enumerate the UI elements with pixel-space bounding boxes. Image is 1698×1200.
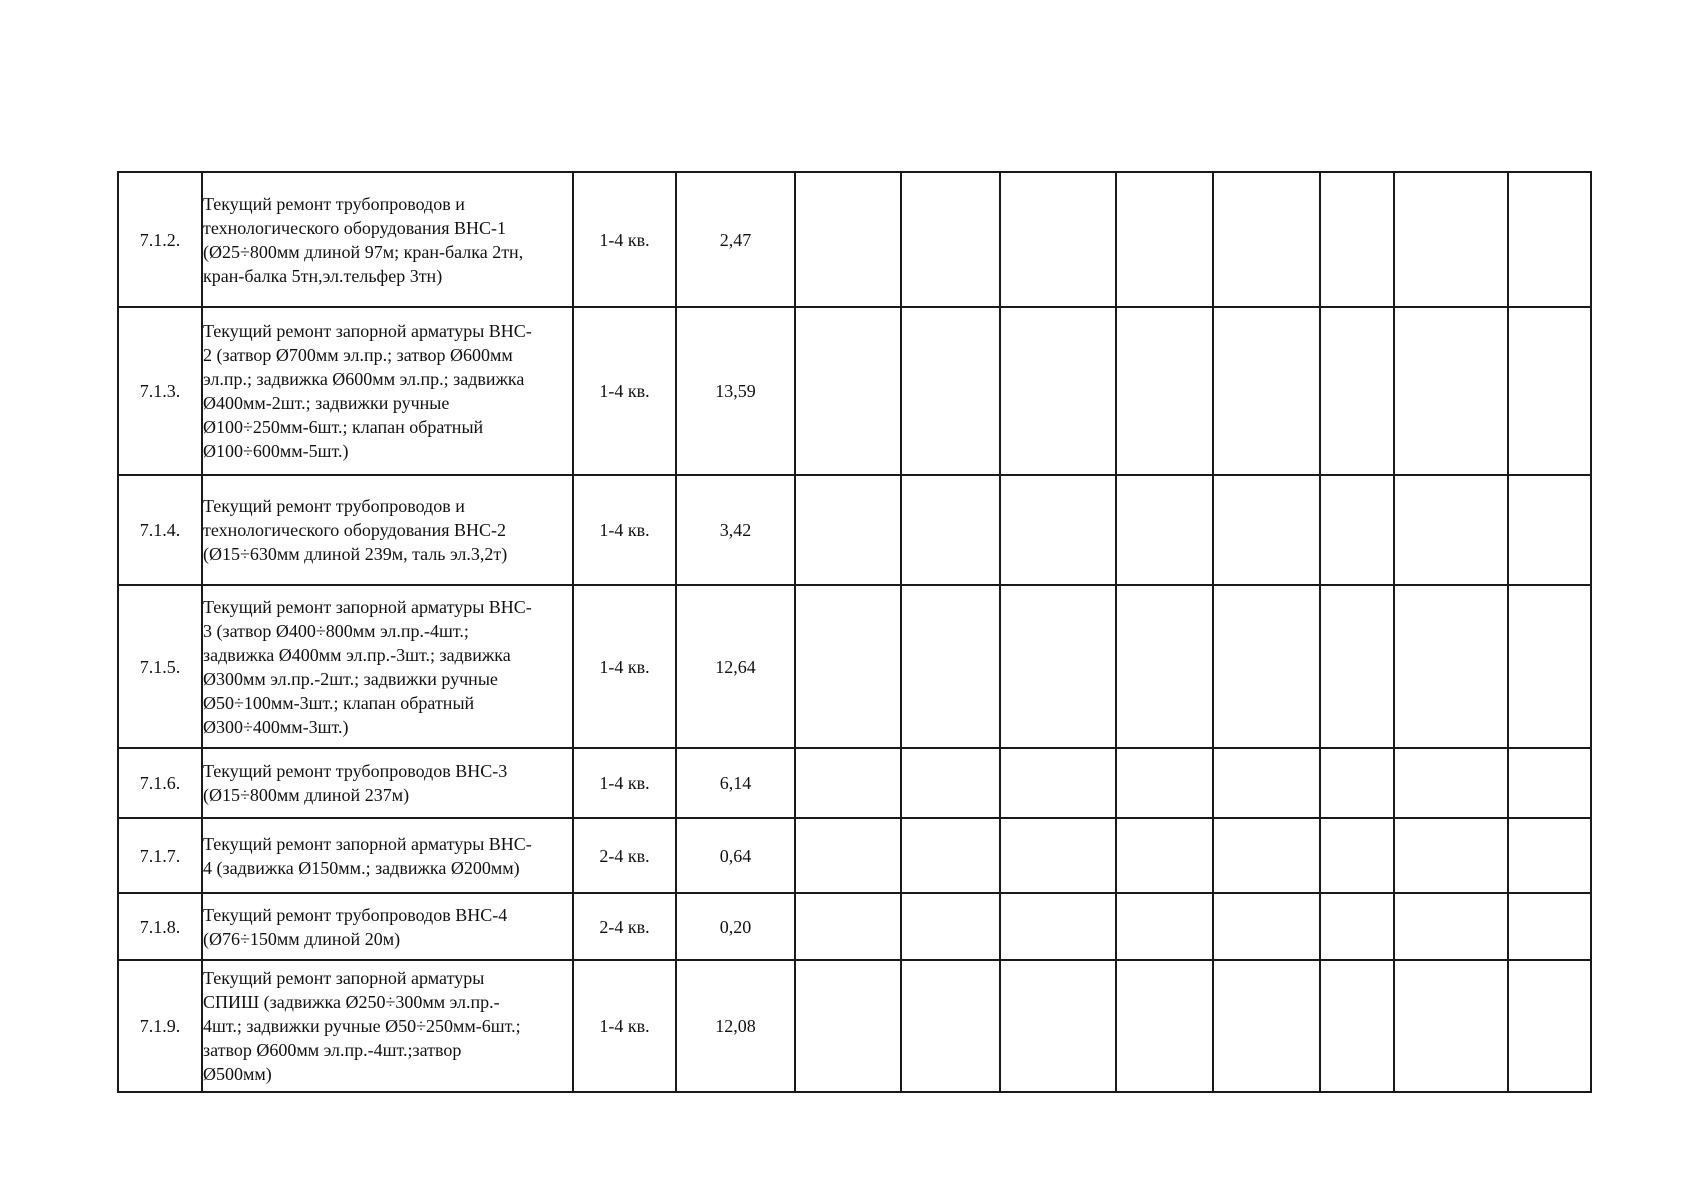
empty-cell — [795, 475, 901, 585]
work-description: Текущий ремонт трубопроводов и технологического оборудования ВНС-1 (Ø25÷800мм длиной 97м; кран-балка 2тн, кран-балка 5тн,эл.тельфер 3тн) — [203, 193, 524, 286]
empty-cell — [795, 818, 901, 893]
empty-cell — [1508, 475, 1591, 585]
empty-cell — [1213, 893, 1320, 960]
work-period: 1-4 кв. — [573, 307, 676, 475]
empty-cell — [1213, 818, 1320, 893]
empty-cell — [1000, 172, 1116, 307]
empty-cell — [1213, 475, 1320, 585]
empty-cell — [1394, 748, 1508, 818]
empty-cell — [1508, 172, 1591, 307]
item-number: 7.1.9. — [118, 960, 202, 1092]
empty-cell — [1394, 960, 1508, 1092]
empty-cell — [1116, 960, 1213, 1092]
empty-cell — [1508, 960, 1591, 1092]
work-description: Текущий ремонт запорной арматуры СПИШ (задвижка Ø250÷300мм эл.пр.- 4шт.; задвижки ручные Ø50÷250мм-6шт.; затвор Ø600мм эл.пр.-4шт.;затвор Ø500мм) — [203, 968, 521, 1084]
empty-cell — [795, 893, 901, 960]
empty-cell — [1213, 960, 1320, 1092]
item-number: 7.1.8. — [118, 893, 202, 960]
empty-cell — [1508, 818, 1591, 893]
work-description-cell — [202, 960, 573, 1092]
work-amount: 12,08 — [676, 960, 795, 1092]
table-row — [118, 893, 1591, 960]
empty-cell — [1116, 307, 1213, 475]
empty-cell — [1213, 748, 1320, 818]
work-description-cell — [202, 893, 573, 960]
empty-cell — [1394, 307, 1508, 475]
work-amount: 2,47 — [676, 172, 795, 307]
empty-cell — [1508, 893, 1591, 960]
work-amount: 0,64 — [676, 818, 795, 893]
empty-cell — [1320, 172, 1394, 307]
work-amount: 3,42 — [676, 475, 795, 585]
empty-cell — [1000, 818, 1116, 893]
table-row — [118, 475, 1591, 585]
table-row — [118, 748, 1591, 818]
item-number: 7.1.6. — [118, 748, 202, 818]
work-period: 2-4 кв. — [573, 893, 676, 960]
work-amount: 6,14 — [676, 748, 795, 818]
table-row — [118, 585, 1591, 748]
empty-cell — [1116, 818, 1213, 893]
empty-cell — [901, 475, 1000, 585]
empty-cell — [901, 893, 1000, 960]
work-description: Текущий ремонт трубопроводов ВНС-4 (Ø76÷150мм длиной 20м) — [203, 904, 508, 949]
work-description-cell — [202, 475, 573, 585]
empty-cell — [1213, 172, 1320, 307]
empty-cell — [901, 818, 1000, 893]
empty-cell — [1320, 960, 1394, 1092]
table-row — [118, 307, 1591, 475]
work-period: 1-4 кв. — [573, 475, 676, 585]
work-period: 2-4 кв. — [573, 818, 676, 893]
work-period: 1-4 кв. — [573, 585, 676, 748]
empty-cell — [1394, 172, 1508, 307]
work-description-cell — [202, 307, 573, 475]
table-row — [118, 960, 1591, 1092]
empty-cell — [1116, 172, 1213, 307]
empty-cell — [1394, 818, 1508, 893]
item-number: 7.1.5. — [118, 585, 202, 748]
empty-cell — [1320, 475, 1394, 585]
empty-cell — [1000, 585, 1116, 748]
work-amount: 13,59 — [676, 307, 795, 475]
work-description-cell — [202, 818, 573, 893]
empty-cell — [795, 307, 901, 475]
work-period: 1-4 кв. — [573, 748, 676, 818]
empty-cell — [901, 960, 1000, 1092]
work-description: Текущий ремонт запорной арматуры ВНС- 2 (затвор Ø700мм эл.пр.; затвор Ø600мм эл.пр.; задвижка Ø600мм эл.пр.; задвижка Ø400мм-2шт.; задвижки ручные Ø100÷250мм-6шт.; клапан обратный Ø100÷600мм-5шт.) — [203, 321, 532, 461]
work-description-cell — [202, 748, 573, 818]
empty-cell — [1320, 585, 1394, 748]
item-number: 7.1.3. — [118, 307, 202, 475]
work-amount: 12,64 — [676, 585, 795, 748]
empty-cell — [1508, 748, 1591, 818]
empty-cell — [1508, 307, 1591, 475]
work-description: Текущий ремонт запорной арматуры ВНС- 3 (затвор Ø400÷800мм эл.пр.-4шт.; задвижка Ø400мм эл.пр.-3шт.; задвижка Ø300мм эл.пр.-2шт.; задвижки ручные Ø50÷100мм-3шт.; клапан обратный Ø300÷400мм-3шт.) — [203, 596, 532, 737]
empty-cell — [1320, 307, 1394, 475]
empty-cell — [1394, 893, 1508, 960]
empty-cell — [1000, 475, 1116, 585]
empty-cell — [1000, 893, 1116, 960]
empty-cell — [901, 585, 1000, 748]
work-amount: 0,20 — [676, 893, 795, 960]
empty-cell — [795, 960, 901, 1092]
work-description: Текущий ремонт трубопроводов и технологического оборудования ВНС-2 (Ø15÷630мм длиной 239м, таль эл.3,2т) — [203, 496, 508, 564]
empty-cell — [901, 307, 1000, 475]
empty-cell — [1394, 475, 1508, 585]
empty-cell — [1116, 475, 1213, 585]
empty-cell — [795, 748, 901, 818]
empty-cell — [1213, 307, 1320, 475]
table-row — [118, 818, 1591, 893]
empty-cell — [901, 748, 1000, 818]
work-period: 1-4 кв. — [573, 960, 676, 1092]
work-period: 1-4 кв. — [573, 172, 676, 307]
empty-cell — [1116, 748, 1213, 818]
item-number: 7.1.7. — [118, 818, 202, 893]
work-description-cell — [202, 585, 573, 748]
empty-cell — [1000, 748, 1116, 818]
empty-cell — [1320, 893, 1394, 960]
empty-cell — [1394, 585, 1508, 748]
empty-cell — [1213, 585, 1320, 748]
empty-cell — [1000, 307, 1116, 475]
item-number: 7.1.4. — [118, 475, 202, 585]
empty-cell — [795, 172, 901, 307]
work-description-cell — [202, 172, 573, 307]
empty-cell — [901, 172, 1000, 307]
repair-work-table — [117, 171, 1592, 1093]
item-number: 7.1.2. — [118, 172, 202, 307]
work-description: Текущий ремонт запорной арматуры ВНС- 4 (задвижка Ø150мм.; задвижка Ø200мм) — [203, 833, 532, 878]
empty-cell — [795, 585, 901, 748]
empty-cell — [1320, 818, 1394, 893]
empty-cell — [1508, 585, 1591, 748]
empty-cell — [1320, 748, 1394, 818]
empty-cell — [1116, 585, 1213, 748]
empty-cell — [1000, 960, 1116, 1092]
work-description: Текущий ремонт трубопроводов ВНС-3 (Ø15÷800мм длиной 237м) — [203, 761, 508, 805]
empty-cell — [1116, 893, 1213, 960]
table-row — [118, 172, 1591, 307]
